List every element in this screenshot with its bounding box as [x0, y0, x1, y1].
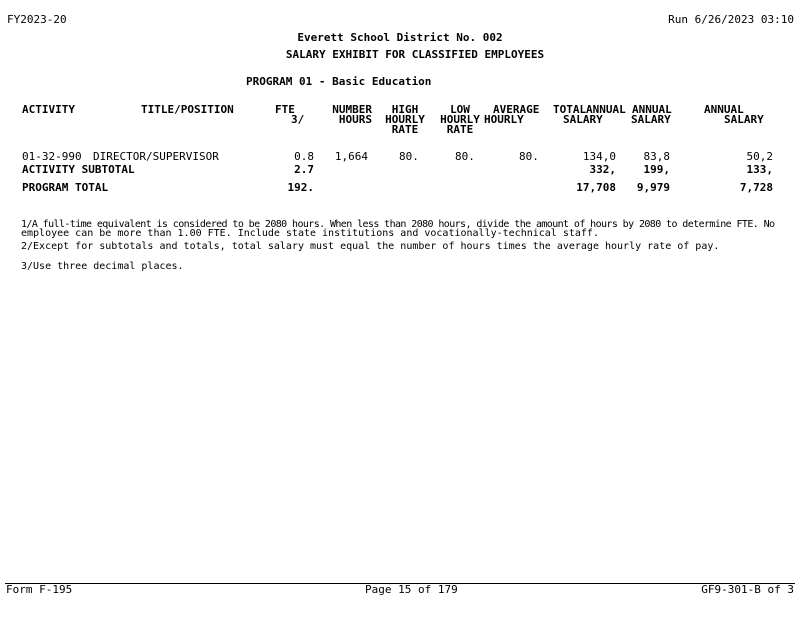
row-total-salary: 134,0: [582, 150, 616, 163]
row-title: DIRECTOR/SUPERVISOR: [93, 150, 219, 163]
row-avg-rate: 80.: [519, 150, 539, 163]
footnote-1-line-2: employee can be more than 1.00 FTE. Include state institutions and vocationally-technical staff.: [21, 228, 599, 239]
col-annual-2-1: ANNUAL: [632, 103, 672, 116]
program-total-annual-2: 7,728: [739, 181, 773, 194]
fiscal-year: FY2023-20: [7, 13, 67, 26]
footer-form: Form F-195: [6, 583, 73, 596]
row-annual-salary: 83,8: [643, 150, 670, 163]
col-activity: ACTIVITY: [22, 103, 75, 116]
row-low-rate: 80.: [455, 150, 475, 163]
col-annual-3-1: ANNUAL: [704, 103, 744, 116]
col-total-salary-2: SALARY: [563, 113, 603, 126]
col-fte-note: 3/: [291, 113, 305, 126]
program-total-total: 17,708: [576, 181, 616, 194]
row-hours: 1,664: [334, 150, 368, 163]
col-high-rate-2: HOURLY: [385, 113, 425, 126]
footnote-2: 2/Except for subtotals and totals, total salary must equal the number of hours times the average hourly rate of pay.: [21, 241, 720, 252]
row-fte: 0.8: [294, 150, 314, 163]
activity-subtotal-annual: 199,: [643, 163, 670, 176]
footer-code: GF9-301-B of 3: [701, 583, 794, 596]
col-annual-3-2: SALARY: [724, 113, 764, 126]
activity-subtotal-annual-2: 133,: [746, 163, 773, 176]
district-name: Everett School District No. 002: [297, 31, 503, 44]
row-annual-2: 50,2: [746, 150, 773, 163]
col-total-salary-1: TOTAL: [553, 103, 587, 116]
program-total-label: PROGRAM TOTAL: [22, 181, 109, 194]
activity-subtotal-label: ACTIVITY SUBTOTAL: [22, 163, 135, 176]
activity-subtotal-total: 332,: [589, 163, 616, 176]
col-low-rate-3: RATE: [446, 123, 474, 136]
footnote-1-line-1: 1/A full-time equivalent is considered to be 2080 hours. When less than 2080 hours, divide the amount of hours by 2080 to determine FTE. No: [21, 219, 775, 230]
activity-subtotal-fte: 2.7: [294, 163, 314, 176]
row-activity: 01-32-990: [22, 150, 82, 163]
program-title: PROGRAM 01 - Basic Education: [246, 75, 432, 88]
col-title-position: TITLE/POSITION: [141, 103, 234, 116]
footnote-3: 3/Use three decimal places.: [21, 261, 184, 272]
col-high-rate-1: HIGH: [391, 103, 419, 116]
row-high-rate: 80.: [399, 150, 419, 163]
col-number-hours-2: HOURS: [338, 113, 372, 126]
col-low-rate-1: LOW: [450, 103, 470, 116]
col-fte: FTE: [275, 103, 295, 116]
program-total-annual: 9,979: [636, 181, 670, 194]
col-low-rate-2: HOURLY: [440, 113, 480, 126]
col-annual-salary-1: ANNUAL: [586, 103, 626, 116]
col-avg-rate-2: HOURLY: [484, 113, 524, 126]
col-high-rate-3: RATE: [391, 123, 419, 136]
footer-page: Page 15 of 179: [365, 583, 458, 596]
col-number-hours-1: NUMBER: [332, 103, 372, 116]
col-annual-salary-2: SALARY: [631, 113, 671, 126]
col-avg-rate-1: AVERAGE: [493, 103, 540, 116]
run-date: Run 6/26/2023 03:10: [668, 13, 794, 26]
program-total-fte: 192.: [287, 181, 314, 194]
report-title: SALARY EXHIBIT FOR CLASSIFIED EMPLOYEES: [285, 48, 545, 61]
